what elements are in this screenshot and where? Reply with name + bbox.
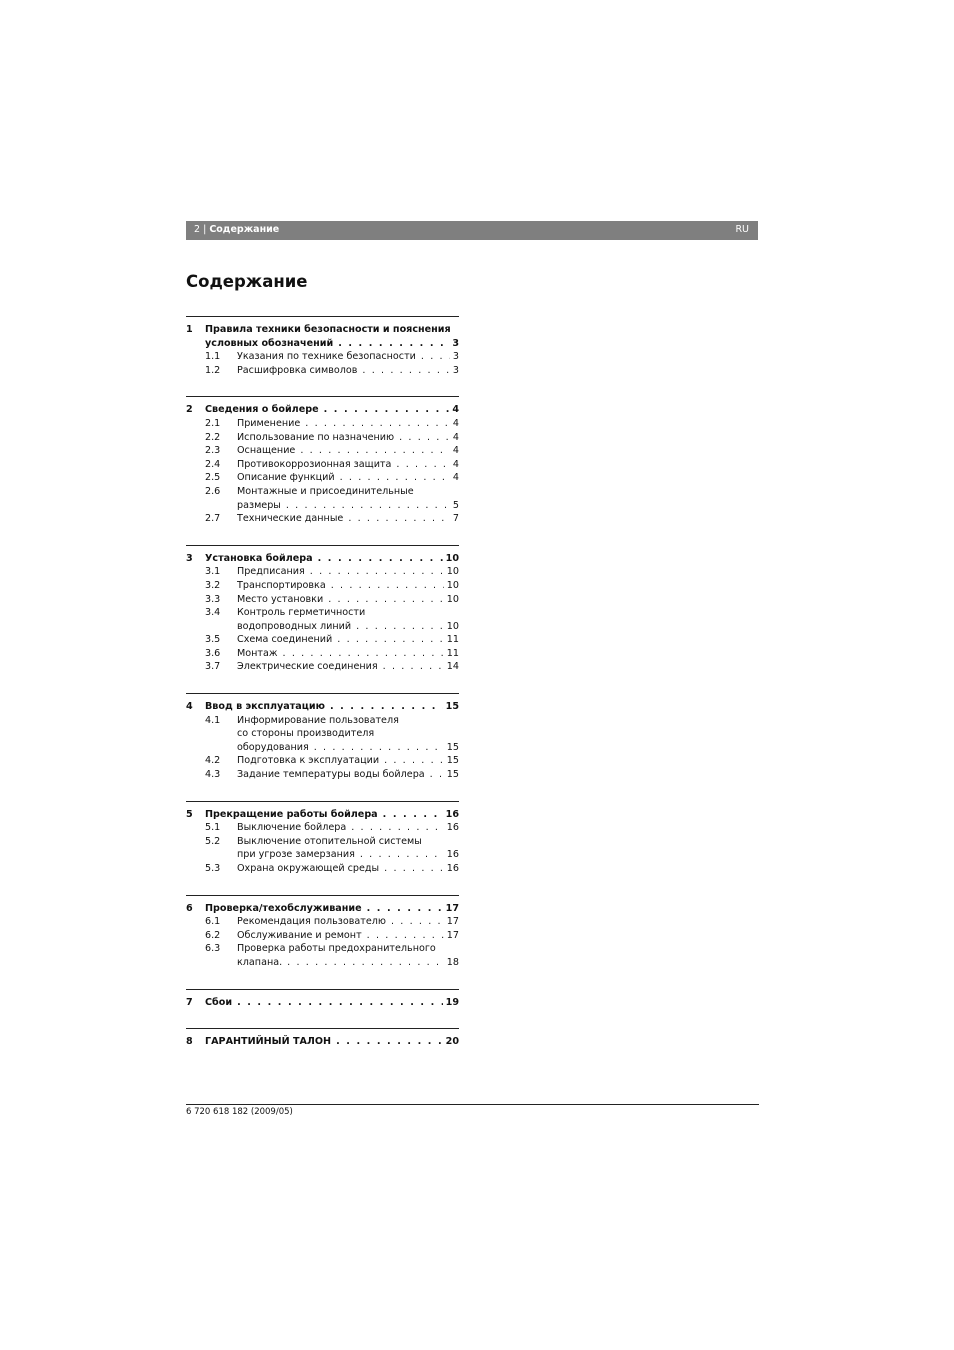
toc-subsection-number: 2.3 — [205, 445, 221, 457]
toc-subsection-number: 3.3 — [205, 593, 221, 605]
entry-title: при угрозе замерзания — [237, 849, 355, 861]
toc-subsection-row-cont[interactable] — [186, 956, 459, 970]
entry-title: Сведения о бойлере — [205, 404, 319, 416]
toc-chapter-text — [205, 700, 459, 714]
header-left — [194, 224, 279, 235]
entry-title: Оснащение — [237, 445, 296, 457]
toc-subsection-text — [237, 835, 459, 849]
toc-subsection-row[interactable] — [186, 444, 459, 458]
entry-title: Технические данные — [237, 513, 344, 525]
toc-subsection-number: 6.1 — [205, 916, 221, 928]
header-page-number: 2 — [194, 224, 201, 235]
toc-subsection-number: 2.2 — [205, 431, 221, 443]
entry-title: Электрические соединения — [237, 661, 378, 673]
toc-chapter-number: 5 — [186, 808, 193, 820]
page-number: 4 — [452, 445, 459, 457]
toc-subsection-number: 2.7 — [205, 513, 221, 525]
toc-subsection-number: 6.2 — [205, 929, 221, 941]
dot-leader — [328, 593, 444, 607]
toc-chapter-text — [205, 552, 459, 566]
page-number: 4 — [452, 458, 459, 470]
page-number: 17 — [445, 902, 459, 914]
page-number: 11 — [446, 634, 459, 646]
page-number: 16 — [445, 808, 459, 820]
toc-subsection-text-cont — [237, 848, 459, 862]
toc-subsection-number: 2.1 — [205, 417, 221, 429]
toc-subsection-number: 4.1 — [205, 714, 221, 726]
entry-title: Предписания — [237, 566, 305, 578]
page-number: 16 — [446, 822, 459, 834]
page-number: 19 — [445, 996, 459, 1008]
entry-title: Выключение бойлера — [237, 822, 347, 834]
dot-leader — [338, 337, 449, 351]
toc-chapter-number: 1 — [186, 324, 193, 335]
toc-section — [186, 545, 459, 674]
page-number: 15 — [446, 755, 459, 767]
entry-title: условных обозначений — [205, 337, 334, 349]
dot-leader — [367, 929, 444, 943]
toc-subsection-row[interactable] — [186, 364, 459, 378]
toc-subsection-row[interactable] — [186, 929, 459, 943]
toc-section — [186, 396, 459, 525]
dot-leader — [305, 417, 450, 431]
entry-title: Задание температуры воды бойлера — [237, 769, 425, 781]
dot-leader — [283, 647, 444, 661]
entry-title: Охрана окружающей среды — [237, 863, 380, 874]
toc-subsection-text — [237, 565, 459, 579]
toc-subsection-text — [237, 431, 459, 445]
toc-subsection-number: 1.2 — [205, 364, 221, 376]
dot-leader — [430, 768, 444, 782]
entry-title: Подготовка к эксплуатации — [237, 755, 380, 767]
section-rule — [186, 545, 459, 552]
toc-subsection-row-cont[interactable] — [186, 741, 459, 755]
page-number: 4 — [452, 404, 459, 416]
toc-subsection-text-cont — [237, 741, 459, 755]
page-number: 15 — [446, 741, 459, 753]
toc-subsection-number: 5.3 — [205, 863, 221, 874]
toc-chapter-row[interactable] — [186, 808, 459, 822]
toc-subsection-text — [237, 660, 459, 674]
toc-chapter-number: 4 — [186, 701, 193, 713]
dot-leader — [362, 364, 449, 378]
toc-subsection-number: 4.2 — [205, 755, 221, 767]
toc-subsection-row[interactable] — [186, 458, 459, 472]
entry-title: со стороны производителя — [237, 728, 375, 740]
entry-title: Проверка/техобслуживание — [205, 902, 362, 914]
dot-leader — [383, 660, 444, 674]
dot-leader — [324, 403, 450, 417]
toc-chapter-number: 7 — [186, 996, 193, 1008]
toc-chapter-row[interactable] — [186, 552, 459, 566]
toc-subsection-text — [237, 444, 459, 458]
toc-chapter-number: 3 — [186, 552, 193, 564]
dot-leader — [421, 350, 450, 364]
toc-subsection-text — [237, 915, 459, 929]
toc-subsection-row[interactable] — [186, 660, 459, 674]
entry-title: ГАРАНТИЙНЫЙ ТАЛОН — [205, 1036, 332, 1048]
footer-rule — [186, 1104, 759, 1105]
dot-leader — [318, 552, 443, 566]
toc-subsection-row[interactable] — [186, 915, 459, 929]
toc-subsection-text — [237, 768, 459, 782]
toc-subsection-text-cont — [237, 956, 459, 970]
toc-chapter-text — [205, 1035, 459, 1049]
toc-subsection-row-cont[interactable] — [186, 499, 459, 513]
page-number: 14 — [446, 661, 459, 673]
toc-subsection-row[interactable] — [186, 593, 459, 607]
entry-title: Сбои — [205, 996, 233, 1008]
dot-leader — [340, 471, 450, 485]
toc-subsection-number: 3.2 — [205, 579, 221, 591]
page-number: 10 — [445, 552, 459, 564]
dot-leader — [314, 741, 444, 755]
toc-subsection-row[interactable] — [186, 417, 459, 431]
toc-subsection-number: 3.4 — [205, 607, 221, 619]
toc-subsection-number: 3.5 — [205, 634, 221, 646]
toc-subsection-row-cont[interactable] — [186, 620, 459, 634]
toc-subsection-row[interactable] — [186, 835, 459, 849]
page-number: 10 — [446, 593, 459, 605]
dot-leader — [337, 633, 444, 647]
page-number: 16 — [446, 849, 459, 861]
entry-title: Схема соединений — [237, 634, 333, 646]
toc-subsection-text-cont — [237, 499, 459, 513]
entry-title: Прекращение работы бойлера — [205, 808, 378, 820]
toc-subsection-text — [237, 633, 459, 647]
section-rule — [186, 989, 459, 996]
toc-subsection-number: 6.3 — [205, 943, 221, 955]
toc-subsection-row[interactable] — [186, 431, 459, 445]
toc-subsection-text — [237, 350, 459, 364]
dot-leader — [360, 848, 444, 862]
toc-subsection-row-cont[interactable] — [186, 727, 459, 741]
toc-subsection-text — [237, 942, 459, 956]
toc-subsection-row[interactable] — [186, 821, 459, 835]
section-rule — [186, 396, 459, 403]
page-number: 18 — [446, 956, 459, 968]
toc-subsection-number: 3.1 — [205, 566, 221, 578]
toc-subsection-text — [237, 593, 459, 607]
page-number: 4 — [452, 472, 459, 484]
entry-title: Описание функций — [237, 472, 335, 484]
section-rule — [186, 801, 459, 808]
dot-leader — [383, 808, 443, 822]
page-number: 20 — [445, 1036, 459, 1048]
dot-leader — [367, 902, 443, 916]
toc-subsection-number: 3.7 — [205, 661, 221, 673]
entry-title: оборудования — [237, 741, 309, 753]
toc-subsection-row[interactable] — [186, 606, 459, 620]
dot-leader — [237, 996, 443, 1010]
toc-subsection-row-cont[interactable] — [186, 848, 459, 862]
entry-title: Противокоррозионная защита — [237, 458, 392, 470]
toc-subsection-text-cont — [237, 727, 459, 741]
dot-leader — [287, 956, 444, 970]
toc-subsection-number: 1.1 — [205, 351, 221, 363]
entry-title: Контроль герметичности — [237, 607, 366, 619]
page-number: 3 — [452, 351, 459, 363]
toc-chapter-row[interactable] — [186, 700, 459, 714]
toc-subsection-row[interactable] — [186, 350, 459, 364]
section-rule — [186, 316, 459, 323]
entry-title: клапана. — [237, 956, 283, 968]
dot-leader — [330, 700, 443, 714]
toc-section — [186, 989, 459, 1010]
toc-section — [186, 693, 459, 782]
page-number: 3 — [452, 364, 459, 376]
toc-chapter-text — [205, 902, 459, 916]
dot-leader — [384, 862, 444, 876]
dot-leader — [336, 1035, 443, 1049]
footer-doc-code: 6 720 618 182 (2009/05) — [186, 1107, 293, 1117]
toc-subsection-row[interactable] — [186, 942, 459, 956]
header-language-code: RU — [735, 224, 749, 235]
toc-subsection-row[interactable] — [186, 471, 459, 485]
toc-subsection-row[interactable] — [186, 714, 459, 728]
toc-subsection-text — [237, 821, 459, 835]
section-rule — [186, 1028, 459, 1035]
toc-subsection-text — [237, 512, 459, 526]
toc-subsection-row[interactable] — [186, 633, 459, 647]
toc-subsection-number: 5.2 — [205, 835, 221, 847]
toc-subsection-text — [237, 929, 459, 943]
dot-leader — [286, 499, 450, 513]
entry-title: Транспортировка — [237, 579, 326, 591]
dot-leader — [351, 821, 444, 835]
toc-subsection-text — [237, 579, 459, 593]
page-number: 10 — [446, 566, 459, 578]
toc-subsection-number: 2.5 — [205, 472, 221, 484]
page-number: 4 — [452, 417, 459, 429]
toc-subsection-row[interactable] — [186, 512, 459, 526]
dot-leader — [348, 512, 450, 526]
toc-section — [186, 801, 459, 876]
toc-chapter-number: 6 — [186, 902, 193, 914]
dot-leader — [384, 754, 444, 768]
entry-title: Рекомендация пользователю — [237, 916, 386, 928]
toc-subsection-text — [237, 417, 459, 431]
toc-subsection-number: 4.3 — [205, 769, 221, 781]
entry-title: Информирование пользователя — [237, 714, 399, 726]
page-number: 4 — [452, 431, 459, 443]
section-rule — [186, 693, 459, 700]
toc-subsection-text — [237, 754, 459, 768]
dot-leader — [300, 444, 450, 458]
toc-section — [186, 1028, 459, 1049]
toc-chapter-text — [205, 323, 459, 337]
header-section-name: Содержание — [209, 224, 280, 235]
dot-leader — [356, 620, 444, 634]
toc-chapter-number: 2 — [186, 404, 193, 416]
toc-subsection-text — [237, 714, 459, 728]
entry-title: размеры — [237, 499, 281, 511]
dot-leader — [396, 458, 449, 472]
entry-title: Установка бойлера — [205, 552, 313, 564]
header-separator: | — [203, 224, 207, 235]
page-number: 11 — [446, 647, 459, 659]
toc-chapter-row[interactable] — [186, 1035, 459, 1049]
toc-section — [186, 316, 459, 377]
page-number: 5 — [452, 499, 459, 511]
toc-subsection-row[interactable] — [186, 647, 459, 661]
toc-subsection-text — [237, 364, 459, 378]
entry-title: Расшифровка символов — [237, 364, 358, 376]
toc-subsection-row[interactable] — [186, 754, 459, 768]
toc-subsection-text — [237, 485, 459, 499]
dot-leader — [310, 565, 444, 579]
entry-title: Место установки — [237, 593, 324, 605]
entry-title: Выключение отопительной системы — [237, 835, 422, 847]
page-number: 10 — [446, 579, 459, 591]
toc-chapter-text — [205, 996, 459, 1010]
entry-title: водопроводных линий — [237, 620, 352, 632]
entry-title: Монтаж — [237, 647, 278, 659]
entry-title: Правила техники безопасности и пояснения — [205, 324, 451, 335]
toc-subsection-number: 2.4 — [205, 458, 221, 470]
toc-chapter-text — [205, 808, 459, 822]
toc-subsection-row[interactable] — [186, 579, 459, 593]
toc-subsection-number: 5.1 — [205, 822, 221, 834]
toc-subsection-text — [237, 862, 459, 876]
toc-subsection-text-cont — [237, 620, 459, 634]
toc-subsection-row[interactable] — [186, 768, 459, 782]
entry-title: Применение — [237, 417, 301, 429]
toc-chapter-text-cont — [205, 337, 459, 351]
toc-chapter-row-cont[interactable] — [186, 337, 459, 351]
entry-title: Ввод в эксплуатацию — [205, 701, 325, 713]
toc-chapter-row[interactable] — [186, 902, 459, 916]
dot-leader — [399, 431, 450, 445]
page-title: Содержание — [186, 272, 308, 291]
toc-subsection-text — [237, 647, 459, 661]
toc-chapter-row[interactable] — [186, 996, 459, 1010]
dot-leader — [391, 915, 444, 929]
page-number: 7 — [452, 513, 459, 525]
page-number: 17 — [446, 929, 459, 941]
section-rule — [186, 895, 459, 902]
toc-subsection-row[interactable] — [186, 565, 459, 579]
toc-subsection-row[interactable] — [186, 862, 459, 876]
page-number: 15 — [445, 701, 459, 713]
entry-title: Монтажные и присоединительные — [237, 485, 414, 497]
toc-chapter-row[interactable] — [186, 403, 459, 417]
page-number: 10 — [446, 620, 459, 632]
toc-subsection-text — [237, 471, 459, 485]
page-number: 3 — [452, 337, 459, 349]
entry-title: Проверка работы предохранительного — [237, 943, 436, 955]
entry-title: Указания по технике безопасности — [237, 351, 416, 363]
toc-subsection-number: 3.6 — [205, 647, 221, 659]
page-number: 17 — [446, 916, 459, 928]
dot-leader — [331, 579, 444, 593]
toc-chapter-text — [205, 403, 459, 417]
toc-subsection-text — [237, 606, 459, 620]
page-number: 16 — [446, 863, 459, 874]
table-of-contents — [186, 316, 459, 1068]
toc-section — [186, 895, 459, 970]
entry-title: Обслуживание и ремонт — [237, 929, 362, 941]
toc-chapter-row[interactable] — [186, 323, 459, 337]
toc-subsection-row[interactable] — [186, 485, 459, 499]
page-number: 15 — [446, 769, 459, 781]
toc-subsection-text — [237, 458, 459, 472]
running-header — [186, 221, 758, 240]
entry-title: Использование по назначению — [237, 431, 395, 443]
toc-chapter-number: 8 — [186, 1036, 193, 1048]
toc-subsection-number: 2.6 — [205, 485, 221, 497]
